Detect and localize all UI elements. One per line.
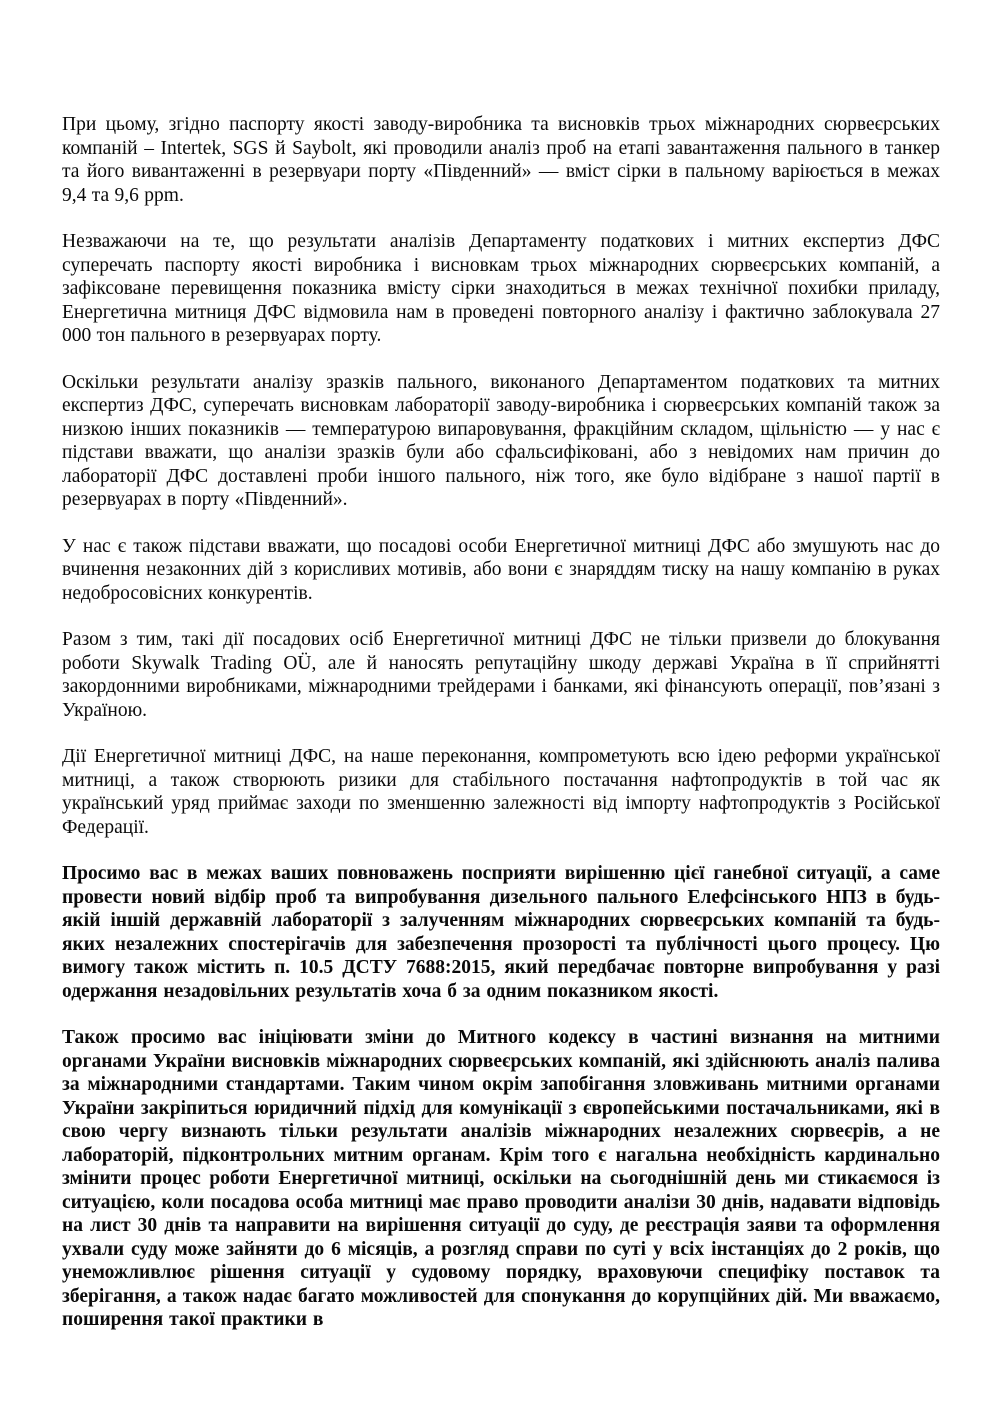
letter-body — [62, 113, 940, 1332]
paragraph-officials-motives: У нас є також підстави вважати, що посадові особи Енергетичної митниці ДФС або змушують нас до вчинення незаконних дій з корисливих мотивів, або вони є знаряддям тиску на нашу компанію в руках недобросовісних конкурентів. — [62, 535, 940, 604]
paragraph-request-new-sampling: Просимо вас в межах ваших повноважень посприяти вирішенню цієї ганебної ситуації, а саме провести новий відбір проб та випробування дизельного пального Елефсінського НПЗ в будь-якій іншій державній лабораторії з залученням міжнародних сюрвеєрських компаній та будь-яких незалежних спостерігачів для забезпечення прозорості та публічності цього процесу. Цю вимогу також містить п. 10.5 ДСТУ 7688:2015, який передбачає повторне випробування у разі одержання незадовільних результатів хоча б за одним показником якості. — [62, 863, 940, 1002]
paragraph-reputation-damage: Разом з тим, такі дії посадових осіб Енергетичної митниці ДФС не тільки призвели до блокування роботи Skywalk Trading OÜ, але й наносять репутаційну шкоду державі Україна в її сприйнятті закордонними виробниками, міжнародними трейдерами і банками, які фінансують операції, пов’язані з Україною. — [62, 629, 940, 721]
paragraph-quality-passport: При цьому, згідно паспорту якості заводу-виробника та висновків трьох міжнародних сюрвеєрських компаній – Intertek, SGS й Saybolt, які проводили аналіз проб на етапі завантаження пального в танкер та його вивантаженні в резервуари порту «Південний» — вміст сірки в пальному варіюється в межах 9,4 та 9,6 ppm. — [62, 114, 940, 206]
paragraph-analysis-contradiction: Незважаючи на те, що результати аналізів Департаменту податкових і митних експертиз ДФС суперечать паспорту якості виробника і висновкам трьох міжнародних сюрвеєрських компаній, а зафіксоване перевищення показника вмісту сірки знаходиться в межах технічної похибки приладу, Енергетична митниця ДФС відмовила нам в проведені повторного аналізу і фактично заблокувала 27 000 тон пального в резервуарах порту. — [62, 231, 940, 346]
paragraph-customs-reform-risks: Дії Енергетичної митниці ДФС, на наше переконання, компрометують всю ідею реформи української митниці, а також створюють ризики для стабільного постачання нафтопродуктів в той час як український уряд приймає заходи по зменшенню залежності від імпорту нафтопродуктів з Російської Федерації. — [62, 746, 940, 838]
paragraph-request-code-changes: Також просимо вас ініціювати зміни до Митного кодексу в частині визнання на митними органами України висновків міжнародних сюрвеєрських компаній, які здійснюють аналіз палива за міжнародними стандартами. Таким чином окрім запобігання зловживань митними органами України закріпиться юридичний підхід для комунікації з європейськими постачальниками, які в свою чергу визнають тільки результати аналізів міжнародних незалежних сюрвеєрів, а не лабораторій, підконтрольних митним органам. Крім того є нагальна необхідність кардинально змінити процес роботи Енергетичної митниці, оскільки на сьогоднішній день ми стикаємося із ситуацією, коли посадова особа митниці має право проводити аналізи 30 днів, надавати відповідь на лист 30 днів та направити на вирішення ситуації до суду, де реєстрація заяви та оформлення ухвали суду може зайняти до 6 місяців, а розгляд справи по суті у всіх інстанціях до 2 років, що унеможливлює рішення ситуації у судовому порядку, враховуючи специфіку поставок та зберігання, а також надає багато можливостей для спонукання до корупційних дій. Ми вважаємо, поширення такої практики в — [62, 1027, 940, 1330]
paragraph-falsification-suspicion: Оскільки результати аналізу зразків пального, виконаного Департаментом податкових та митних експертиз ДФС, суперечать висновкам лабораторії заводу-виробника і сюрвеєрських компаній також за низкою інших показників — температурою випаровування, фракційним складом, щільністю — у нас є підстави вважати, що аналізи зразків були або сфальсифіковані, або з невідомих нам причин до лабораторії ДФС доставлені проби іншого пального, ніж того, яке було відібране з нашої партії в резервуарах в порту «Південний». — [62, 371, 940, 510]
